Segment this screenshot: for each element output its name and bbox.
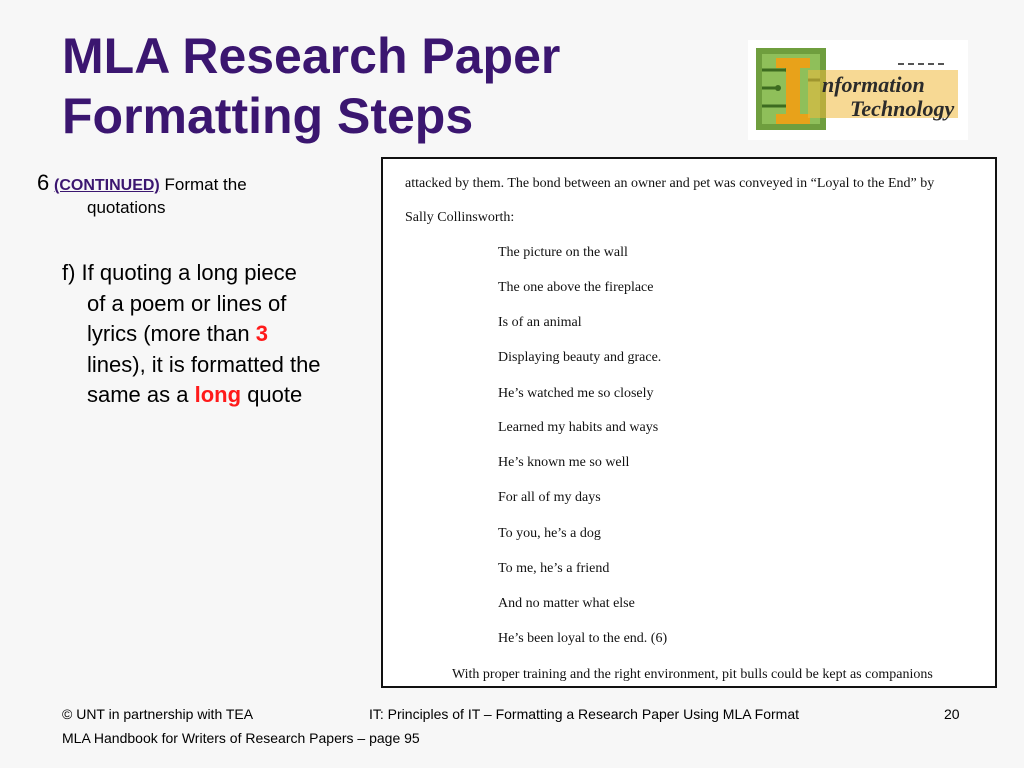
continued-label: (CONTINUED)	[53, 177, 160, 194]
logo-word-1: nformation	[822, 72, 925, 97]
footer-course-title: IT: Principles of IT – Formatting a Research Paper Using MLA Format	[369, 706, 800, 722]
document-intro-line-2: Sally Collinsworth:	[405, 210, 515, 225]
poem-line: The picture on the wall	[498, 245, 628, 260]
poem-line: The one above the fireplace	[498, 280, 654, 295]
sub-point-line-3	[62, 319, 372, 350]
slide-title-line-2: Formatting Steps	[62, 88, 474, 144]
poem-line: And no matter what else	[498, 596, 635, 611]
poem-line: Learned my habits and ways	[498, 420, 659, 435]
poem-line: Displaying beauty and grace.	[498, 350, 662, 365]
footer-source: MLA Handbook for Writers of Research Papers – page 95	[62, 730, 420, 746]
sub-point-line-1: f) If quoting a long piece	[62, 260, 297, 285]
information-technology-logo	[748, 40, 968, 140]
poem-line: To me, he’s a friend	[498, 561, 610, 576]
sub-point-line-3-text: lyrics (more than	[87, 321, 250, 346]
highlight-number: 3	[255, 321, 268, 346]
sub-point-line-5-end: quote	[247, 382, 303, 407]
document-closing-line: With proper training and the right environment, pit bulls could be kept as companions	[452, 667, 933, 682]
slide-number: 20	[944, 706, 960, 722]
poem-line: He’s known me so well	[498, 455, 630, 470]
step-text-1: Format the	[164, 175, 247, 194]
poem-line: For all of my days	[498, 490, 601, 505]
sub-point-f	[62, 258, 372, 411]
logo-graphic	[748, 40, 968, 140]
footer-copyright: © UNT in partnership with TEA	[62, 706, 254, 722]
logo-word-2: Technology	[850, 96, 955, 121]
highlight-word: long	[194, 382, 242, 407]
poem-line: He’s been loyal to the end. (6)	[498, 631, 668, 646]
poem-line: To you, he’s a dog	[498, 526, 601, 541]
poem-line: He’s watched me so closely	[498, 386, 654, 401]
sub-point-line-2: of a poem or lines of	[87, 290, 287, 316]
sub-point-line-5-text: same as a	[87, 382, 189, 407]
slide-title	[62, 26, 560, 146]
step-text-2: quotations	[87, 198, 166, 217]
step-heading	[37, 170, 337, 221]
sub-point-line-5	[62, 380, 372, 411]
slide-title-line-1: MLA Research Paper	[62, 28, 561, 84]
document-excerpt	[381, 157, 997, 688]
sub-point-line-4: lines), it is formatted the	[87, 351, 321, 377]
poem-line: Is of an animal	[498, 315, 582, 330]
document-intro-line-1: attacked by them. The bond between an owner and pet was conveyed in “Loyal to the End” by	[405, 176, 935, 191]
step-number: 6	[37, 170, 50, 195]
